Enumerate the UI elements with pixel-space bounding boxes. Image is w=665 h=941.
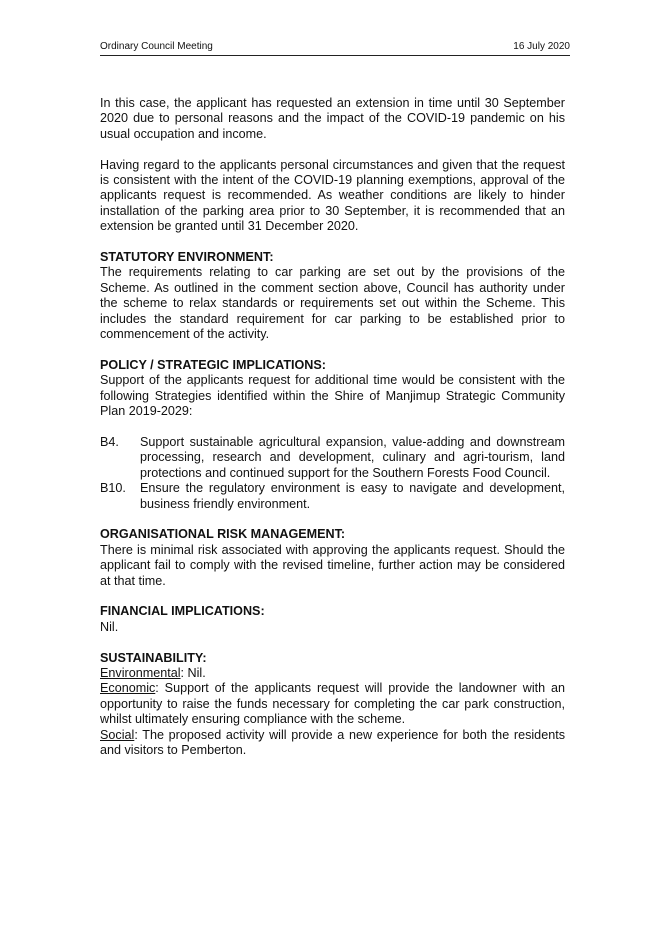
strategy-code: B4. [100,434,119,449]
economic-label: Economic [100,681,156,696]
policy-text: Support of the applicants request for additional time would be consistent with the following Strategies identified within the Shire of Manjimup Strategic Community Plan 2019-2029: [100,373,565,419]
risk-text: There is minimal risk associated with approving the applicants request. Should the applicant fail to comply with the revised timeline, further action may be considered at that time. [100,542,565,588]
header-date: 16 July 2020 [513,41,570,52]
statutory-text: The requirements relating to car parking are set out by the provisions of the Scheme. As outlined in the comment section above, Council has authority under the scheme to relax standards or requirements set out within the Scheme. This includes the standard requirement for car parking to be established prior to commencement of the activity. [100,265,565,342]
financial-text: Nil. [100,619,119,634]
financial-heading: FINANCIAL IMPLICATIONS: [100,604,265,619]
sustainability-economic [100,681,565,727]
sustainability-social [100,728,565,759]
strategy-code: B10. [100,481,126,496]
document-body [100,96,565,758]
statutory-heading: STATUTORY ENVIRONMENT: [100,250,274,265]
environmental-text: : Nil. [180,665,206,680]
intro-paragraph-1: In this case, the applicant has requested an extension in time until 30 September 2020 due to personal reasons and the impact of the COVID-19 pandemic on his usual occupation and income. [100,96,565,141]
header-meeting-title: Ordinary Council Meeting [100,41,213,52]
page-header [100,41,570,56]
strategy-list [100,435,565,512]
economic-text: : Support of the applicants request will provide the landowner with an opportunity to raise the funds necessary for completing the car park construction, whilst ultimately ensuring compliance with the scheme. [100,681,565,727]
social-label: Social [100,727,135,742]
strategy-item [100,435,565,481]
social-text: : The proposed activity will provide a new experience for both the residents and visitors to Pemberton. [100,727,565,757]
strategy-text: Ensure the regulatory environment is easy to navigate and development, business friendly environment. [140,481,565,511]
sustainability-heading: SUSTAINABILITY: [100,650,207,665]
environmental-label: Environmental [100,665,181,680]
intro-paragraph-2: Having regard to the applicants personal circumstances and given that the request is consistent with the intent of the COVID-19 planning exemptions, approval of the applicants request is recommended. As weather conditions are likely to hinder installation of the parking area prior to 30 September, it is recommended that an extension be granted until 31 December 2020. [100,157,565,234]
sustainability-environmental [100,666,565,681]
strategy-text: Support sustainable agricultural expansion, value-adding and downstream processing, research and development, culinary and agri-tourism, land protections and continued support for the Southern Forests Food Council. [140,434,565,480]
policy-heading: POLICY / STRATEGIC IMPLICATIONS: [100,357,326,372]
strategy-item [100,481,565,512]
risk-heading: ORGANISATIONAL RISK MANAGEMENT: [100,527,346,542]
